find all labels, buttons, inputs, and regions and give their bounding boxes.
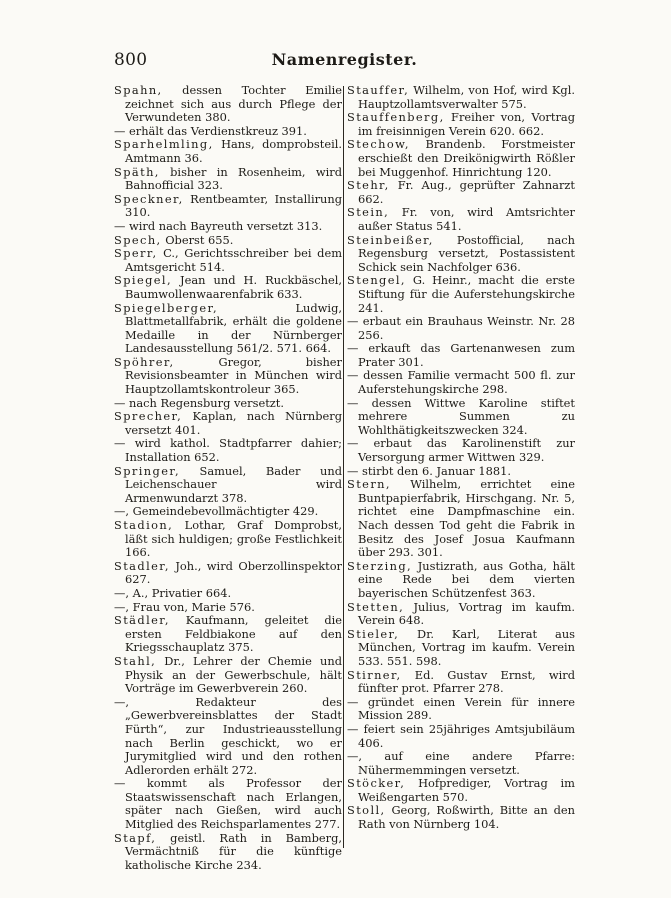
index-entry <box>114 601 342 615</box>
entry-text: Postofficial, nach Regensburg versetzt, Postassistent Schick sein Nachfolger 636. <box>358 232 575 274</box>
entry-name: Stengel, <box>347 273 406 288</box>
entry-text: G. Heinr., macht die erste Stiftung für die Auferstehungskirche 241. <box>358 273 575 315</box>
entry-text: Julius, Vortrag im kaufm. Verein 648. <box>358 599 575 628</box>
entry-text: — wird kathol. Stadtpfarrer dahier; Installation 652. <box>114 436 342 465</box>
entry-text: — stirbt den 6. Januar 1881. <box>347 463 511 478</box>
entry-text: dessen Tochter Emilie zeichnet sich aus durch Pflege der Verwundeten 380. <box>125 83 342 125</box>
entry-text: —, Gemeindebevollmächtigter 429. <box>114 504 319 519</box>
index-entry <box>347 804 575 831</box>
entry-name: Stöcker, <box>347 776 406 791</box>
entry-name: Springer, <box>114 463 180 478</box>
index-entry <box>114 84 342 125</box>
index-entry <box>347 206 575 233</box>
index-entry <box>347 179 575 206</box>
entry-text: —, auf eine andere Pfarre: Nühermemmingen versetzt. <box>347 749 575 777</box>
index-entry <box>347 628 575 669</box>
index-entry <box>114 125 342 139</box>
entry-text: Georg, Roßwirth, Bitte an den Rath von Nürnberg 104. <box>358 803 575 832</box>
entry-text: Brandenb. Forstmeister erschießt den Dreikönigwirth Rößler bei Muggenhof. Hinrichtung 120. <box>358 137 575 179</box>
entry-name: Stauffenberg, <box>347 110 445 125</box>
entry-name: Stechow, <box>347 137 410 152</box>
index-entry <box>114 587 342 601</box>
entry-name: Sprecher, <box>114 409 183 424</box>
entry-name: Stein, <box>347 205 390 220</box>
entry-name: Stoll, <box>347 803 386 818</box>
entry-text: —, A., Privatier 664. <box>114 585 232 600</box>
index-entry <box>114 437 342 464</box>
index-entry <box>114 138 342 165</box>
entry-name: Spahn, <box>114 83 163 97</box>
entry-text: Fr. Aug., geprüfter Zahnarzt 662. <box>358 178 575 206</box>
entry-name: Stirner, <box>347 667 402 682</box>
entry-name: Stadion, <box>114 518 174 532</box>
index-entry <box>347 669 575 696</box>
entry-text: — dessen Familie vermacht 500 fl. zur Auferstehungskirche 298. <box>347 368 575 397</box>
entry-text: — gründet einen Verein für innere Mission 289. <box>347 694 575 723</box>
entry-text: Ed. Gustav Ernst, wird fünfter prot. Pfarrer 278. <box>358 667 575 696</box>
entry-name: Stauffer, <box>347 83 410 97</box>
index-entry <box>347 138 575 179</box>
index-entry <box>114 234 342 248</box>
entry-name: Sparhelmling, <box>114 137 214 152</box>
entry-name: Sterzing, <box>347 558 413 573</box>
entry-text: —, Redakteur des „Gewerbvereinsblattes der Stadt Fürth“, zur Industrieausstellung nach Berlin geschickt, wo er Jurymitglied wird und den rothen Adlerorden erhält 272. <box>114 694 342 777</box>
entry-name: Stehr, <box>347 178 390 193</box>
entry-name: Stetten, <box>347 599 405 614</box>
entry-text: Justizrath, aus Gotha, hält eine Rede bei dem vierten bayerischen Schützenfest 363. <box>358 558 575 600</box>
entry-name: Spiegel, <box>114 273 172 288</box>
entry-name: Steinbeißer, <box>347 232 434 247</box>
entry-text: Dr., Lehrer der Chemie und Physik an der Gewerbschule, hält Vorträge im Gewerbverein 260. <box>125 653 342 696</box>
entry-name: Sperr, <box>114 246 158 261</box>
index-entry <box>114 247 342 274</box>
index-entry <box>114 410 342 437</box>
entry-text: — kommt als Professor der Staatswissenschaft nach Erlangen, später nach Gießen, wird auch Mitglied des Reichsparlamentes 277. <box>114 776 342 832</box>
entry-text: — dessen Wittwe Karoline stiftet mehrere Summen zu Wohlthätigkeitszwecken 324. <box>347 395 575 437</box>
index-entry <box>347 342 575 369</box>
index-entry <box>347 84 575 111</box>
entry-text: Kaplan, nach Nürnberg versetzt 401. <box>125 409 342 437</box>
index-entry <box>114 193 342 220</box>
index-entry <box>114 832 342 873</box>
entry-text: — erbaut das Karolinenstift zur Versorgung armer Wittwen 329. <box>347 436 575 465</box>
entry-text: — erkauft das Gartenanwesen zum Prater 301. <box>347 341 575 369</box>
entry-text: — nach Regensburg versetzt. <box>114 395 284 410</box>
entry-text: Jean und H. Ruckbäschel, Baumwollenwaarenfabrik 633. <box>125 273 342 301</box>
left-index-column <box>114 84 342 872</box>
entry-name: Städler, <box>114 613 170 628</box>
index-entry <box>347 777 575 804</box>
index-entry <box>347 750 575 777</box>
entry-text: Hans, domprobsteil. Amtmann 36. <box>125 137 342 165</box>
entry-text: Dr. Karl, Literat aus München, Vortrag im kaufm. Verein 533. 551. 598. <box>358 626 575 668</box>
entry-text: Wilhelm, errichtet eine Buntpapierfabrik, Hirschgang. Nr. 5, richtet eine Dampfmaschine ein. Nach dessen Tod geht die Fabrik in Besitz des Josef Josua Kaufmann über 293. 301. <box>358 477 575 560</box>
entry-text: Fr. von, wird Amtsrichter außer Status 541. <box>358 205 575 233</box>
entry-text: Wilhelm, von Hof, wird Kgl. Hauptzollamtsverwalter 575. <box>358 83 575 111</box>
entry-text: Samuel, Bader und Leichenschauer wird Armenwundarzt 378. <box>125 463 342 505</box>
index-entry <box>114 220 342 234</box>
page-number: 800 <box>114 50 148 70</box>
entry-text: — wird nach Bayreuth versetzt 313. <box>114 218 323 233</box>
entry-text: bisher in Rosenheim, wird Bahnofficial 323. <box>125 164 342 193</box>
index-entry <box>114 397 342 411</box>
entry-text: Joh., wird Oberzollinspektor 627. <box>125 558 342 587</box>
index-entry <box>347 234 575 275</box>
column-divider <box>343 86 344 848</box>
entry-name: Spiegelberger, <box>114 300 219 315</box>
entry-text: Oberst 655. <box>161 232 234 247</box>
index-entry <box>114 166 342 193</box>
index-entry <box>114 274 342 301</box>
entry-name: Späth, <box>114 164 160 179</box>
entry-name: Stern, <box>347 477 391 492</box>
index-entry <box>114 777 342 831</box>
entry-text: Freiher von, Vortrag im freisinnigen Verein 620. 662. <box>358 110 575 138</box>
entry-name: Stieler, <box>347 626 400 641</box>
index-entry <box>347 601 575 628</box>
entry-text: Kaufmann, geleitet die ersten Feldbiakone auf den Kriegsschauplatz 375. <box>125 613 342 655</box>
index-entry <box>114 519 342 560</box>
index-entry <box>347 397 575 438</box>
entry-text: — erhält das Verdienstkreuz 391. <box>114 123 307 138</box>
right-index-column <box>347 84 575 832</box>
entry-text: Ludwig, Blattmetallfabrik, erhält die goldene Medaille in der Nürnberger Landesausstellung 561/2. 571. 664. <box>125 300 342 356</box>
index-entry <box>114 655 342 696</box>
entry-text: Lothar, Graf Domprobst, läßt sich huldigen; große Festlichkeit 166. <box>125 518 342 560</box>
index-entry <box>347 369 575 396</box>
index-entry <box>114 302 342 356</box>
index-entry <box>114 505 342 519</box>
entry-name: Speckner, <box>114 191 184 206</box>
index-entry <box>347 274 575 315</box>
index-entry <box>347 560 575 601</box>
index-entry <box>347 696 575 723</box>
index-entry <box>347 478 575 560</box>
entry-text: — erbaut ein Brauhaus Weinstr. Nr. 28 256. <box>347 314 575 342</box>
entry-name: Stahl, <box>114 653 157 668</box>
index-entry <box>114 614 342 655</box>
entry-text: C., Gerichtsschreiber bei dem Amtsgericht 514. <box>125 246 342 274</box>
index-entry <box>347 315 575 342</box>
entry-name: Spöhrer, <box>114 354 175 369</box>
running-title: Namenregister. <box>271 50 418 69</box>
entry-text: — feiert sein 25jähriges Amtsjubiläum 406. <box>347 721 575 750</box>
index-entry <box>347 111 575 138</box>
entry-text: geistl. Rath in Bamberg, Vermächtniß für die künftige katholische Kirche 234. <box>125 830 342 872</box>
entry-name: Stapf, <box>114 830 157 845</box>
entry-text: —, Frau von, Marie 576. <box>114 599 255 614</box>
index-entry <box>347 723 575 750</box>
index-entry <box>347 465 575 479</box>
index-entry <box>114 560 342 587</box>
entry-text: Gregor, bisher Revisionsbeamter in München wird Hauptzollamtskontroleur 365. <box>125 354 342 397</box>
index-entry <box>114 696 342 778</box>
index-entry <box>114 356 342 397</box>
entry-text: Rentbeamter, Installirung 310. <box>125 191 342 220</box>
entry-name: Spech, <box>114 232 162 247</box>
page-header <box>114 50 575 74</box>
index-entry <box>347 437 575 464</box>
entry-text: Hofprediger, Vortrag im Weißengarten 570. <box>358 776 575 804</box>
entry-name: Stadler, <box>114 558 170 573</box>
index-entry <box>114 465 342 506</box>
